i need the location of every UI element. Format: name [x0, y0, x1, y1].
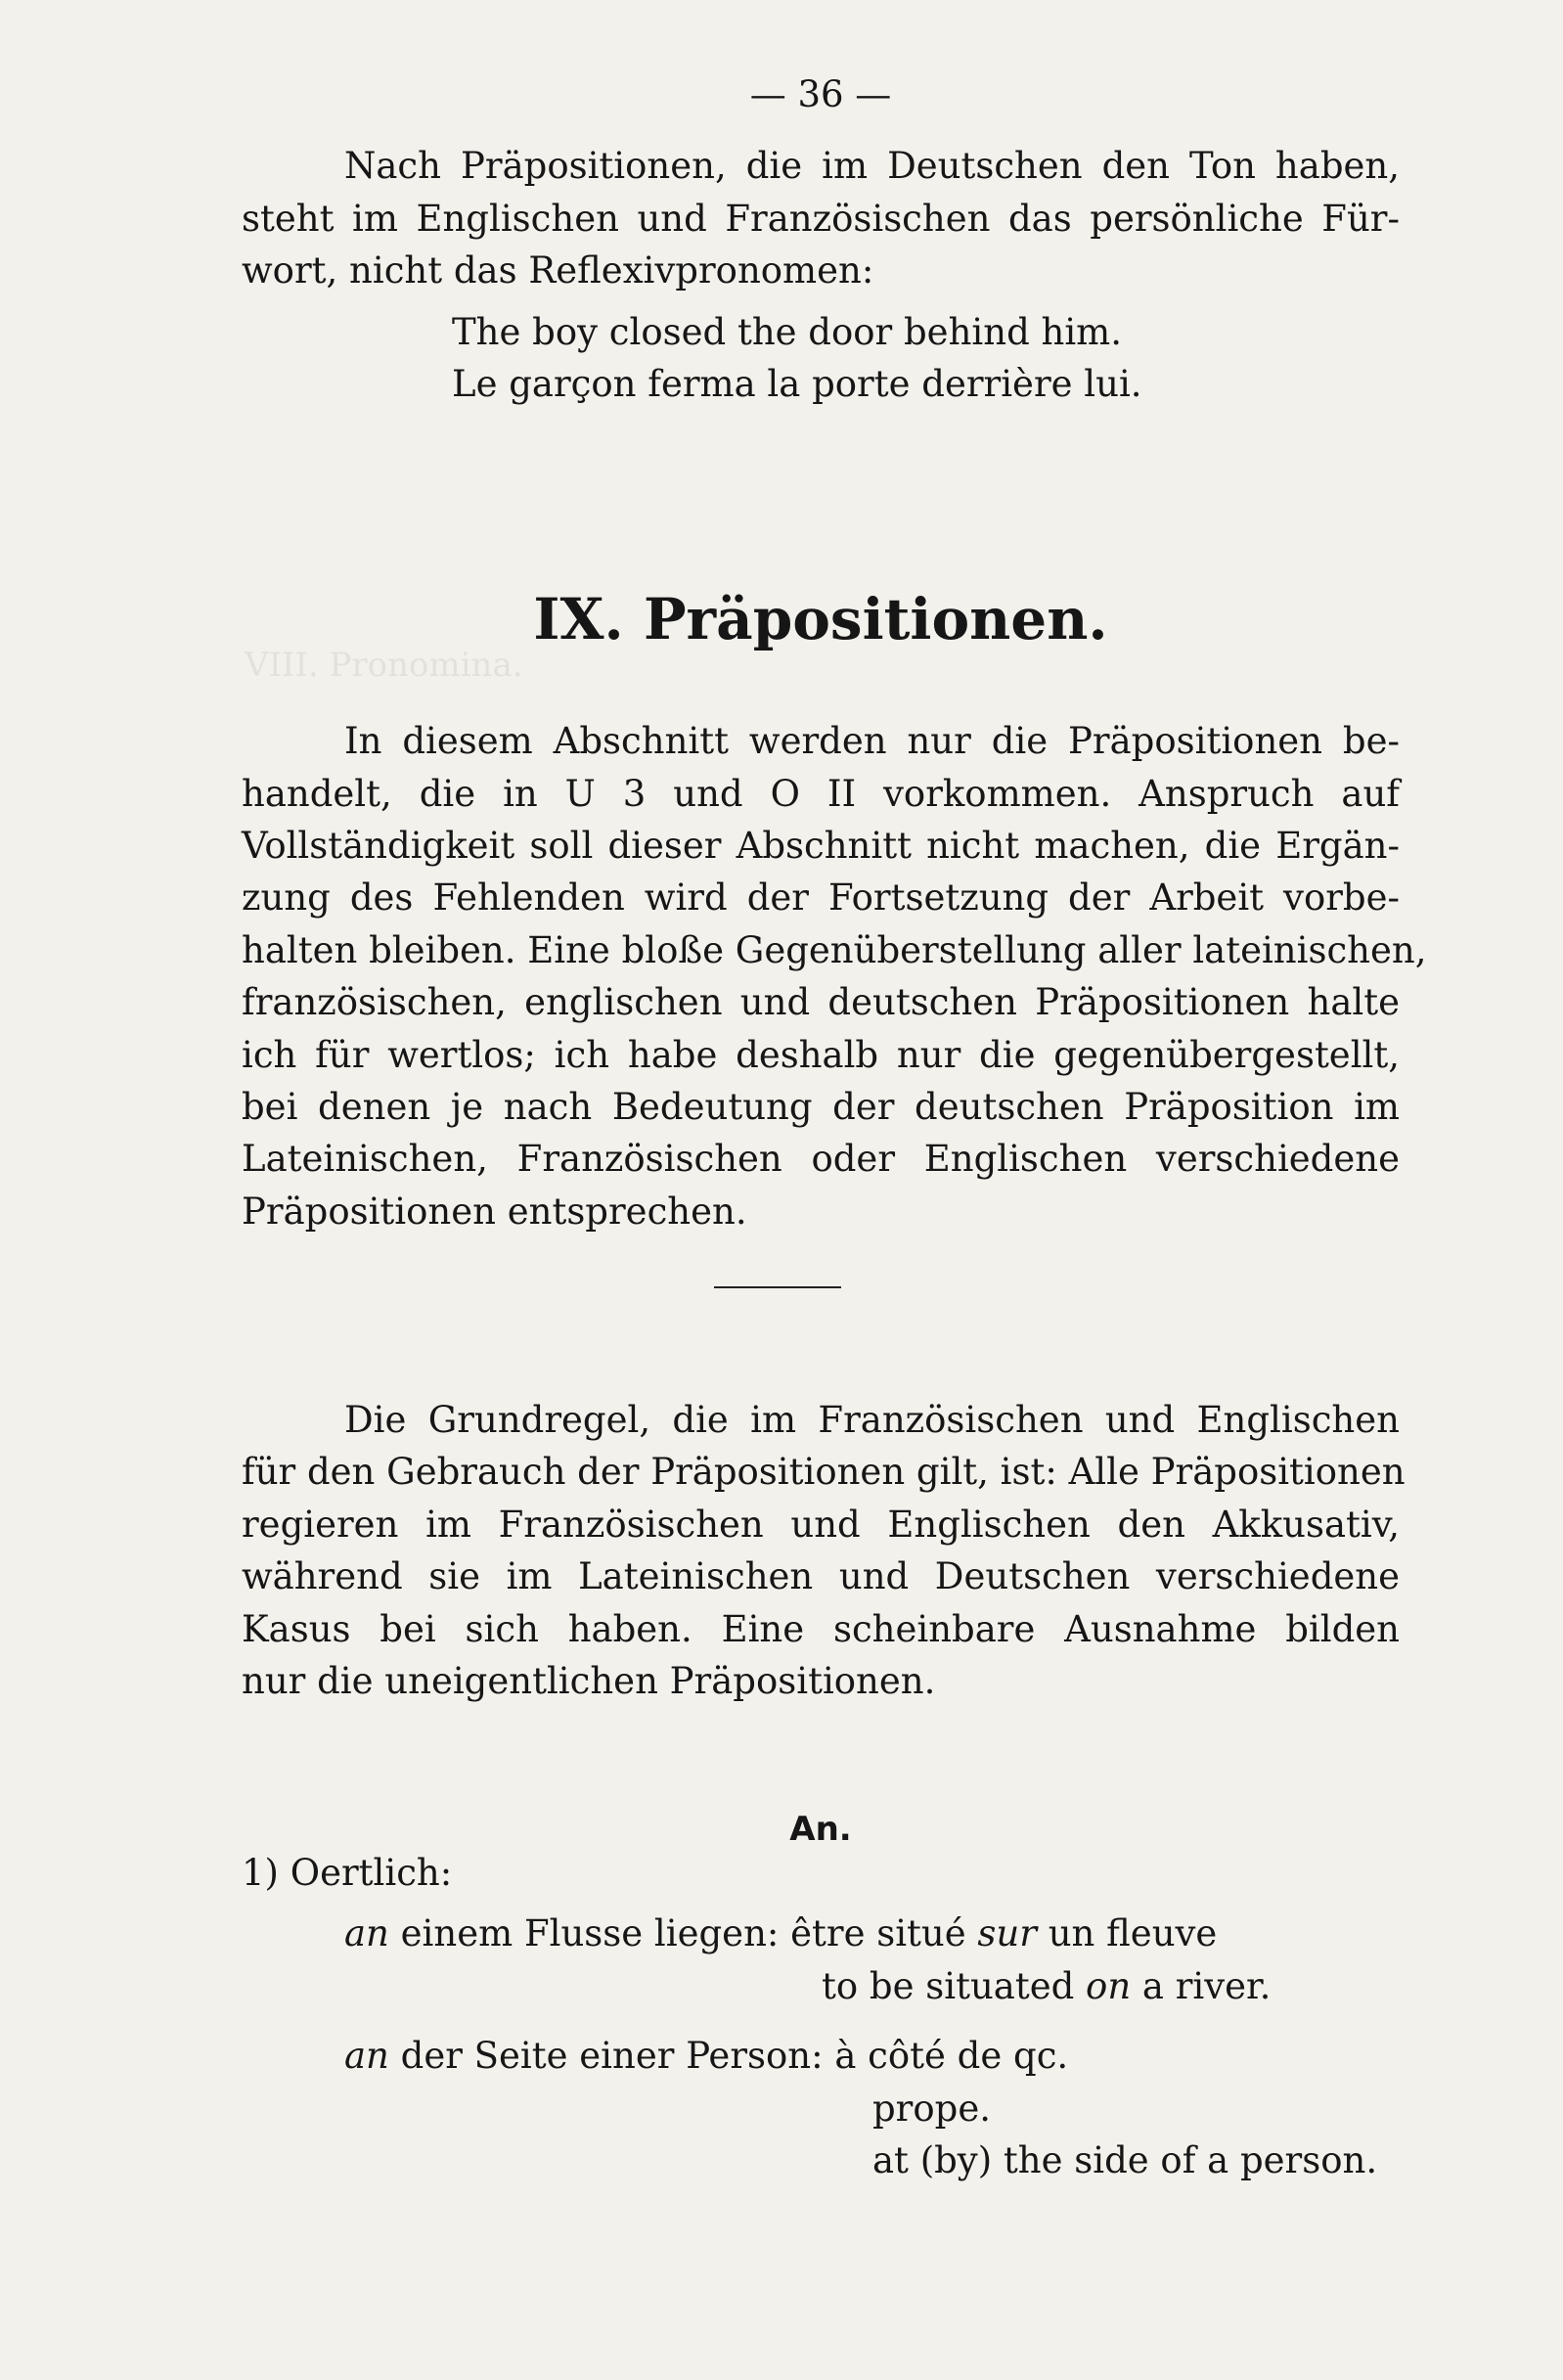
- intro-line: wort, nicht das Reflexivpronomen:: [242, 249, 874, 292]
- example-line: an einem Flusse liegen: être situé sur un fleuve: [344, 1912, 1218, 1954]
- intro-line: steht im Englischen und Französischen das persönliche Für-: [242, 198, 1400, 240]
- paragraph-line: Vollständigkeit soll dieser Abschnitt nicht machen, die Ergän-: [242, 825, 1400, 867]
- paragraph-line: französischen, englischen und deutschen Präpositionen halte: [242, 981, 1400, 1023]
- paragraph-line: Die Grundregel, die im Französischen und Englischen: [344, 1399, 1400, 1441]
- section-title: IX. Präpositionen.: [533, 586, 1108, 652]
- paragraph-line: Lateinischen, Französischen oder Englischen verschiedene: [242, 1138, 1400, 1180]
- subheading: An.: [789, 1810, 852, 1849]
- emphasis: an: [344, 2035, 389, 2077]
- paragraph-line: In diesem Abschnitt werden nur die Präpositionen be-: [344, 720, 1400, 762]
- list-item-label: 1) Oertlich:: [242, 1852, 453, 1894]
- paragraph-line: während sie im Lateinischen und Deutschen verschiedene: [242, 1555, 1400, 1597]
- paragraph-line: Kasus bei sich haben. Eine scheinbare Ausnahme bilden: [242, 1608, 1400, 1650]
- paragraph-line: halten bleiben. Eine bloße Gegenüberstellung aller lateinischen,: [242, 929, 1427, 971]
- bleed-through-text: VIII. Pronomina.: [245, 646, 523, 685]
- paragraph-line: nur die uneigentlichen Präpositionen.: [242, 1660, 936, 1702]
- emphasis: sur: [977, 1912, 1037, 1954]
- intro-line: Nach Präpositionen, die im Deutschen den Ton haben,: [344, 145, 1400, 187]
- example-line: The boy closed the door behind him.: [452, 311, 1123, 353]
- paragraph-line: Präpositionen entsprechen.: [242, 1190, 747, 1233]
- section-divider: [714, 1286, 841, 1288]
- example-line: prope.: [872, 2088, 991, 2130]
- paragraph-line: regieren im Französischen und Englischen den Akkusativ,: [242, 1504, 1400, 1546]
- paragraph-line: für den Gebrauch der Präpositionen gilt, ist: Alle Präpositionen: [242, 1451, 1406, 1493]
- emphasis: an: [344, 1912, 389, 1954]
- example-line: Le garçon ferma la porte derrière lui.: [452, 363, 1142, 405]
- paragraph-line: zung des Fehlenden wird der Fortsetzung der Arbeit vorbe-: [242, 876, 1400, 919]
- paragraph-line: bei denen je nach Bedeutung der deutschen Präposition im: [242, 1086, 1400, 1128]
- example-line: an der Seite einer Person: à côté de qc.: [344, 2035, 1069, 2077]
- example-line: to be situated on a river.: [822, 1965, 1272, 2007]
- paragraph-line: ich für wertlos; ich habe deshalb nur die gegenübergestellt,: [242, 1034, 1400, 1076]
- example-line: at (by) the side of a person.: [872, 2139, 1378, 2181]
- page-number: — 36 —: [749, 73, 892, 115]
- paragraph-line: handelt, die in U 3 und O II vorkommen. Anspruch auf: [242, 773, 1400, 815]
- emphasis: on: [1086, 1965, 1132, 2007]
